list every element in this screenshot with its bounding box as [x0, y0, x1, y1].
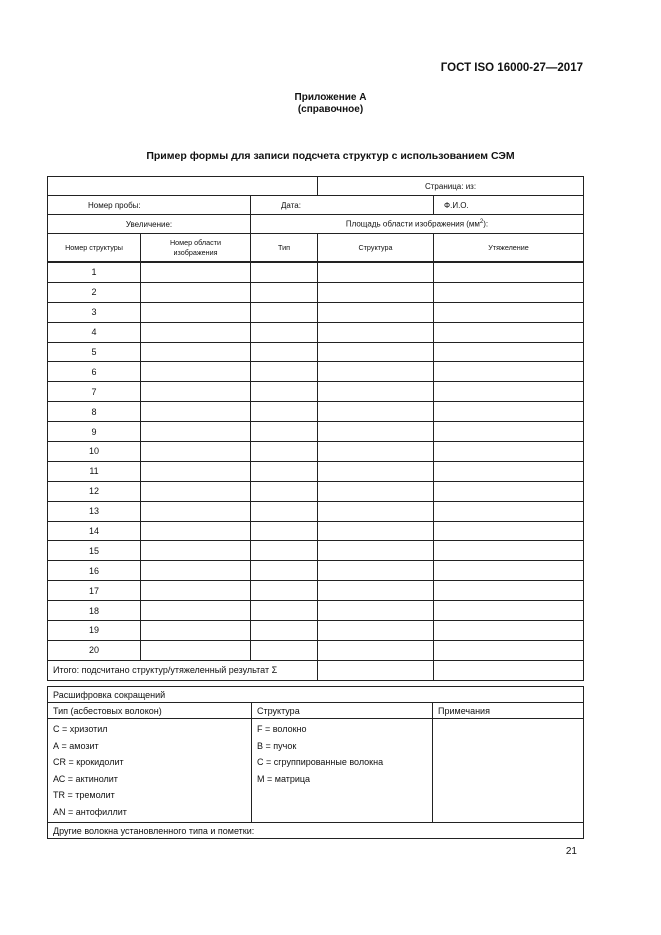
table-cell [251, 322, 318, 342]
table-cell [434, 282, 584, 302]
table-cell [434, 442, 584, 462]
list-item: С = сгруппированные волокна [257, 757, 384, 768]
table-row [48, 262, 584, 282]
total-label: Итого: подсчитано структур/утяжеленный результат Σ [48, 660, 318, 680]
table-row [48, 521, 584, 541]
row-number: 3 [48, 302, 141, 322]
column-header: Тип [251, 234, 318, 263]
table-cell [251, 442, 318, 462]
table-cell [141, 442, 251, 462]
table-cell [251, 561, 318, 581]
table-cell [141, 521, 251, 541]
total-structure-cell [318, 660, 434, 680]
table-cell [318, 461, 434, 481]
abbr-col-notes: Примечания [433, 703, 584, 719]
fiber-types-list [48, 719, 252, 823]
table-cell [318, 262, 434, 282]
table-cell [141, 402, 251, 422]
table-cell [318, 581, 434, 601]
table-cell [318, 282, 434, 302]
table-row [48, 461, 584, 481]
table-cell [141, 481, 251, 501]
row-number: 15 [48, 541, 141, 561]
table-cell [434, 501, 584, 521]
table-cell [251, 481, 318, 501]
table-cell [141, 342, 251, 362]
list-item: F = волокно [257, 724, 307, 734]
table-cell [434, 382, 584, 402]
abbr-col-structure: Структура [252, 703, 433, 719]
row-number: 2 [48, 282, 141, 302]
row-number: 1 [48, 262, 141, 282]
row-number: 6 [48, 362, 141, 382]
table-cell [251, 402, 318, 422]
magnification-label: Увеличение: [48, 215, 251, 234]
sample-label: Номер пробы: [48, 196, 251, 215]
list-item: AN = антофиллит [53, 806, 127, 817]
row-number: 10 [48, 442, 141, 462]
table-cell [434, 581, 584, 601]
table-cell [251, 541, 318, 561]
table-cell [251, 640, 318, 660]
abbreviations-footer: Другие волокна установленного типа и пометки: [48, 823, 584, 839]
table-cell [251, 282, 318, 302]
table-cell [434, 402, 584, 422]
table-cell [434, 481, 584, 501]
list-item: М = матрица [257, 773, 311, 784]
table-cell [141, 621, 251, 641]
row-number: 5 [48, 342, 141, 362]
table-row [48, 481, 584, 501]
table-cell [141, 282, 251, 302]
table-row [48, 382, 584, 402]
table-cell [434, 262, 584, 282]
table-cell [251, 382, 318, 402]
form-blank-cell [48, 177, 318, 196]
table-cell [251, 461, 318, 481]
table-cell [141, 541, 251, 561]
table-row [48, 342, 584, 362]
list-item: АС = актинолит [53, 773, 118, 784]
abbr-col-type: Тип (асбестовых волокон) [48, 703, 252, 719]
structure-count-form [47, 176, 584, 681]
table-cell [251, 501, 318, 521]
name-label: Ф.И.О. [434, 196, 584, 215]
table-row [48, 302, 584, 322]
row-number: 20 [48, 640, 141, 660]
table-cell [251, 621, 318, 641]
structures-list [252, 719, 433, 823]
table-cell [318, 501, 434, 521]
row-number: 9 [48, 422, 141, 442]
table-cell [434, 342, 584, 362]
table-cell [318, 422, 434, 442]
table-cell [318, 601, 434, 621]
table-cell [251, 302, 318, 322]
table-cell [318, 521, 434, 541]
table-cell [141, 501, 251, 521]
table-cell [141, 601, 251, 621]
row-number: 19 [48, 621, 141, 641]
row-number: 4 [48, 322, 141, 342]
table-row [48, 601, 584, 621]
list-item: В = пучок [257, 740, 297, 751]
table-cell [434, 461, 584, 481]
table-cell [434, 621, 584, 641]
table-row [48, 422, 584, 442]
total-weight-cell [434, 660, 584, 680]
table-row [48, 362, 584, 382]
table-cell [318, 541, 434, 561]
table-cell [318, 621, 434, 641]
table-cell [141, 322, 251, 342]
table-row [48, 640, 584, 660]
table-row [48, 561, 584, 581]
table-cell [434, 422, 584, 442]
row-number: 13 [48, 501, 141, 521]
row-number: 18 [48, 601, 141, 621]
document-code: ГОСТ ISO 16000-27—2017 [440, 62, 583, 74]
table-cell [434, 601, 584, 621]
date-label: Дата: [251, 196, 434, 215]
table-cell [434, 302, 584, 322]
table-cell [318, 322, 434, 342]
table-cell [141, 422, 251, 442]
row-number: 11 [48, 461, 141, 481]
appendix-title: Приложение А [294, 92, 367, 103]
table-cell [251, 521, 318, 541]
column-header: Номер области изображения [141, 234, 251, 263]
list-item: А = амозит [53, 740, 99, 751]
table-cell [434, 640, 584, 660]
appendix-subtitle: (справочное) [297, 104, 364, 115]
row-number: 17 [48, 581, 141, 601]
table-row [48, 501, 584, 521]
row-number: 8 [48, 402, 141, 422]
table-cell [318, 342, 434, 362]
list-item: CR = крокидолит [53, 757, 124, 768]
table-cell [251, 262, 318, 282]
row-number: 12 [48, 481, 141, 501]
page-label: Страница: из: [318, 177, 584, 196]
table-cell [434, 322, 584, 342]
table-cell [141, 262, 251, 282]
table-cell [318, 640, 434, 660]
table-cell [141, 640, 251, 660]
table-row [48, 282, 584, 302]
table-row [48, 322, 584, 342]
table-cell [318, 561, 434, 581]
abbreviations-table [47, 686, 584, 839]
table-cell [141, 561, 251, 581]
table-cell [434, 362, 584, 382]
row-number: 7 [48, 382, 141, 402]
row-number: 16 [48, 561, 141, 581]
table-cell [251, 601, 318, 621]
table-cell [141, 302, 251, 322]
table-cell [434, 541, 584, 561]
table-cell [251, 362, 318, 382]
table-row [48, 541, 584, 561]
table-row [48, 442, 584, 462]
table-cell [318, 382, 434, 402]
table-cell [141, 461, 251, 481]
table-cell [318, 481, 434, 501]
table-cell [251, 581, 318, 601]
appendix-heading [0, 92, 661, 116]
list-item: С = хризотил [53, 724, 108, 734]
abbreviations-title: Расшифровка сокращений [48, 687, 584, 703]
table-cell [318, 362, 434, 382]
area-label: Площадь области изображения $(мм^2)$: [251, 215, 584, 234]
table-cell [434, 521, 584, 541]
notes-cell [433, 719, 584, 823]
table-cell [318, 402, 434, 422]
form-title: Пример формы для записи подсчета структур с использованием СЭМ [146, 150, 515, 162]
column-header: Утяжеление [434, 234, 584, 263]
page-number: 21 [565, 846, 577, 857]
table-cell [318, 442, 434, 462]
table-cell [141, 382, 251, 402]
table-cell [434, 561, 584, 581]
table-cell [318, 302, 434, 322]
row-number: 14 [48, 521, 141, 541]
table-cell [141, 581, 251, 601]
table-cell [251, 422, 318, 442]
list-item: TR = тремолит [53, 790, 115, 801]
table-cell [251, 342, 318, 362]
table-row [48, 402, 584, 422]
table-row [48, 621, 584, 641]
table-row [48, 581, 584, 601]
column-header: Структура [318, 234, 434, 263]
table-cell [141, 362, 251, 382]
column-header: Номер структуры [48, 234, 141, 263]
